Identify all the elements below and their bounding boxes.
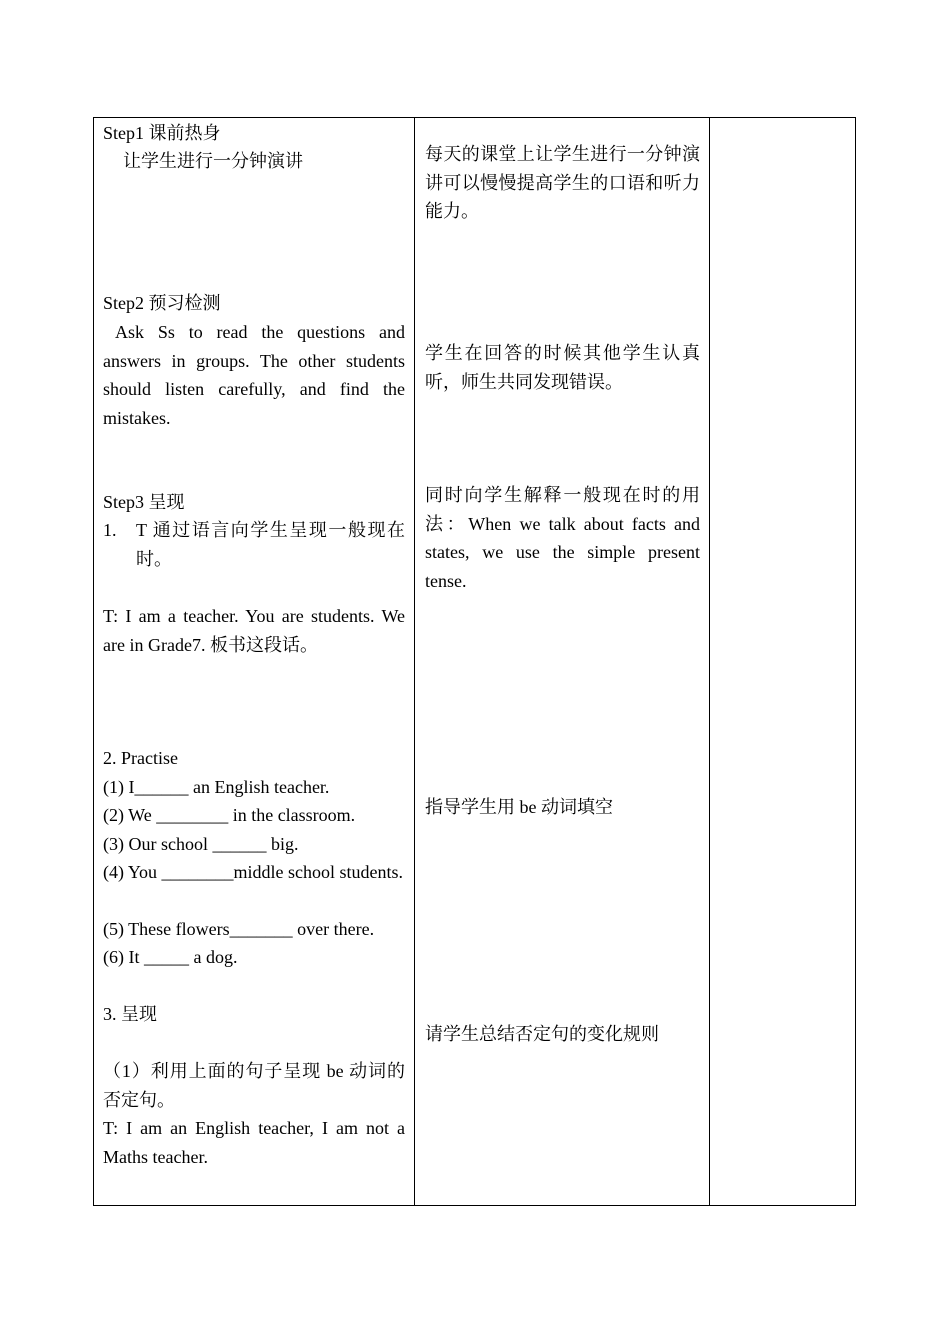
step1-description: 让学生进行一分钟演讲: [123, 151, 303, 171]
teacher-example: T: I am a teacher. You are students. We are in Grade7. 板书这段话。: [103, 606, 405, 655]
practise-item: (6) It _____ a dog.: [103, 947, 238, 967]
note-speech: 每天的课堂上让学生进行一分钟演讲可以慢慢提高学生的口语和听力能力。: [425, 144, 700, 221]
item-number: 1.: [103, 520, 117, 540]
step1-title: Step1 课前热身: [103, 123, 221, 143]
note-negative: 请学生总结否定句的变化规则: [425, 1024, 659, 1044]
lesson-table: [93, 117, 856, 1206]
note-grammar: 同时向学生解释一般现在时的用法：When we talk about facts and states, we use the simple present tense.: [425, 485, 700, 591]
step2-title: Step2 预习检测: [103, 293, 221, 313]
practise-item: (4) You ________middle school students.: [103, 862, 404, 882]
design-notes-column: [425, 118, 700, 1205]
step3-title: Step3 呈现: [103, 492, 185, 512]
empty-column: [710, 118, 855, 1205]
practise-item: (2) We ________ in the classroom.: [103, 805, 356, 825]
practise-title: 2. Practise: [103, 748, 178, 768]
step2-description: Ask Ss to read the questions and answers in groups. The other students should listen carefully, and find the mistakes.: [103, 322, 405, 428]
present-title: 3. 呈现: [103, 1004, 157, 1024]
present-example: T: I am an English teacher, I am not a Maths teacher.: [103, 1118, 405, 1167]
practise-item: (1) I______ an English teacher.: [103, 777, 330, 797]
teaching-steps-column: [103, 118, 405, 1205]
practise-item: (3) Our school ______ big.: [103, 834, 299, 854]
present-subtitle: （1）利用上面的句子呈现 be 动词的否定句。: [103, 1061, 405, 1110]
note-answers: 学生在回答的时候其他学生认真听，师生共同发现错误。: [425, 343, 700, 392]
column-divider: [414, 118, 415, 1205]
practise-item: (5) These flowers_______ over there.: [103, 919, 375, 939]
step3-item-1: [103, 516, 405, 573]
note-be-verb: 指导学生用 be 动词填空: [425, 797, 613, 817]
item-text: T 通过语言向学生呈现一般现在时。: [136, 520, 405, 569]
